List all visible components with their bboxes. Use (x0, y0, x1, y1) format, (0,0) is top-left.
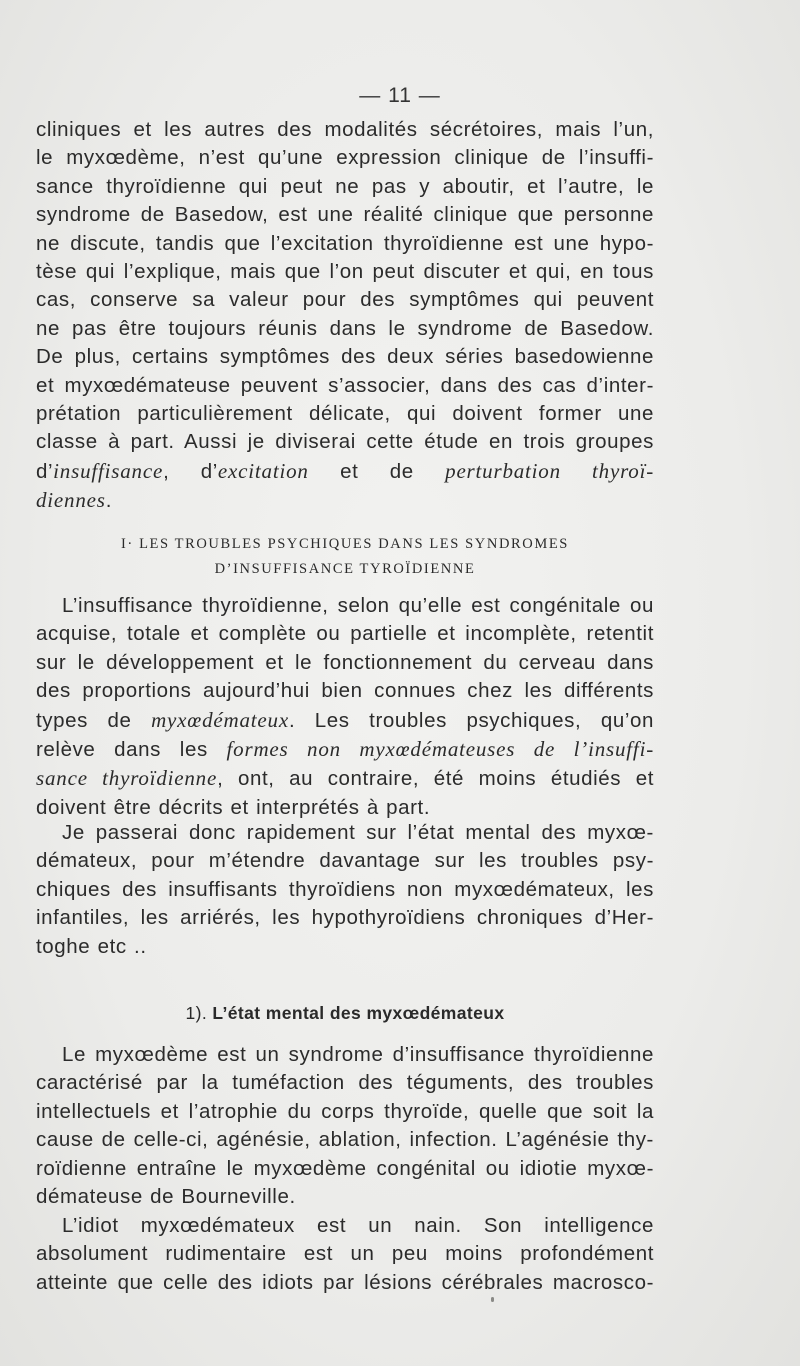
section-heading (36, 532, 654, 582)
text-line: roïdienne entraîne le myxœdème congénital ou idiotie myxœ- (36, 1156, 654, 1180)
italic-term: formes non myxœdémateuses de l’insuffi- (226, 737, 654, 762)
subsection-number: 1). (185, 1003, 208, 1023)
paragraph-idiot (36, 1212, 654, 1297)
paragraph-definition (36, 1041, 654, 1211)
text-line: L’idiot myxœdémateux est un nain. Son intelligence (62, 1214, 654, 1237)
text-fragment: . (105, 489, 113, 513)
text-fragment: . Les troubles psychiques, qu’on (288, 708, 655, 732)
text-fragment: types de (36, 708, 152, 732)
subsection-title: L’état mental des myxœdémateux (212, 1003, 505, 1023)
page-number: — 11 — (359, 84, 441, 107)
text-line (36, 706, 654, 735)
text-line: toghe etc .. (36, 934, 147, 958)
paragraph-intro (36, 116, 654, 516)
text-line: De plus, certains symptômes des deux séries basedowienne (36, 345, 654, 369)
section-heading-line: D’INSUFFISANCE TYROÏDIENNE (214, 561, 476, 577)
text-line: atteinte que celle des idiots par lésions cérébrales macrosco- (36, 1270, 654, 1294)
text-fragment: , ont, au contraire, été moins étudiés et (217, 767, 655, 791)
paragraph-plan (36, 819, 654, 961)
text-line: tèse qui l’explique, mais que l’on peut discuter et qui, en tous (36, 260, 654, 284)
italic-term: myxœdémateux (151, 707, 289, 732)
italic-term: diennes (36, 488, 106, 513)
section-heading-line: I· LES TROUBLES PSYCHIQUES DANS LES SYNDROMES (121, 536, 569, 552)
text-line: acquise, totale et complète ou partielle et incomplète, retentit (36, 622, 654, 646)
text-line (36, 486, 654, 515)
paragraph-insufficiency (36, 592, 654, 822)
text-line: et myxœdémateuse peuvent s’associer, dans des cas d’inter- (36, 373, 654, 397)
italic-term: insuffisance (53, 458, 164, 483)
text-fragment: et de (308, 459, 446, 483)
text-line: sur le développement et le fonctionnement du cerveau dans (36, 650, 654, 674)
text-fragment: relève dans les (36, 738, 227, 762)
text-line: absolument rudimentaire est un peu moins profondément (36, 1242, 654, 1266)
text-line: des proportions aujourd’hui bien connues chez les différents (36, 679, 654, 703)
text-line: ne pas être toujours réunis dans le syndrome de Basedow. (36, 316, 654, 340)
text-line: démateux, pour m’étendre davantage sur les troubles psy- (36, 849, 654, 873)
italic-term: excitation (217, 458, 309, 483)
text-line: le myxœdème, n’est qu’une expression clinique de l’insuffi- (36, 146, 654, 170)
text-line: démateuse de Bourneville. (36, 1185, 296, 1209)
text-line: cause de celle-ci, agénésie, ablation, infection. L’agénésie thy- (36, 1128, 654, 1152)
subsection-heading (36, 1003, 654, 1024)
text-fragment: d’ (36, 459, 54, 483)
text-fragment: , d’ (163, 459, 218, 483)
text-line (36, 457, 654, 486)
text-line (36, 764, 654, 793)
italic-term: perturbation thyroï- (445, 458, 655, 483)
text-line (36, 735, 654, 764)
text-line: doivent être décrits et interprétés à part. (36, 795, 431, 819)
text-line: L’insuffisance thyroïdienne, selon qu’elle est congénitale ou (62, 594, 654, 617)
italic-term: sance thyroïdienne (36, 766, 218, 791)
text-line: infantiles, les arriérés, les hypothyroïdiens chroniques d’Her- (36, 906, 654, 930)
text-line: ne discute, tandis que l’excitation thyroïdienne est une hypo- (36, 231, 654, 255)
text-line: cas, conserve sa valeur pour des symptômes qui peuvent (36, 288, 654, 312)
text-line: syndrome de Basedow, est une réalité clinique que personne (36, 203, 654, 227)
text-line: chiques des insuffisants thyroïdiens non myxœdémateux, les (36, 877, 654, 901)
text-line: cliniques et les autres des modalités sécrétoires, mais l’un, (36, 118, 654, 141)
text-line: classe à part. Aussi je diviserai cette étude en trois groupes (36, 430, 654, 454)
text-line: prétation particulièrement délicate, qui doivent former une (36, 402, 654, 426)
text-line: Le myxœdème est un syndrome d’insuffisance thyroïdienne (62, 1043, 654, 1066)
text-line: sance thyroïdienne qui peut ne pas y aboutir, et l’autre, le (36, 174, 654, 198)
text-line: Je passerai donc rapidement sur l’état mental des myxœ- (62, 821, 654, 844)
text-line: intellectuels et l’atrophie du corps thyroïde, quelle que soit la (36, 1099, 654, 1123)
text-line: caractérisé par la tuméfaction des téguments, des troubles (36, 1071, 654, 1095)
paper-speck (491, 1297, 494, 1302)
